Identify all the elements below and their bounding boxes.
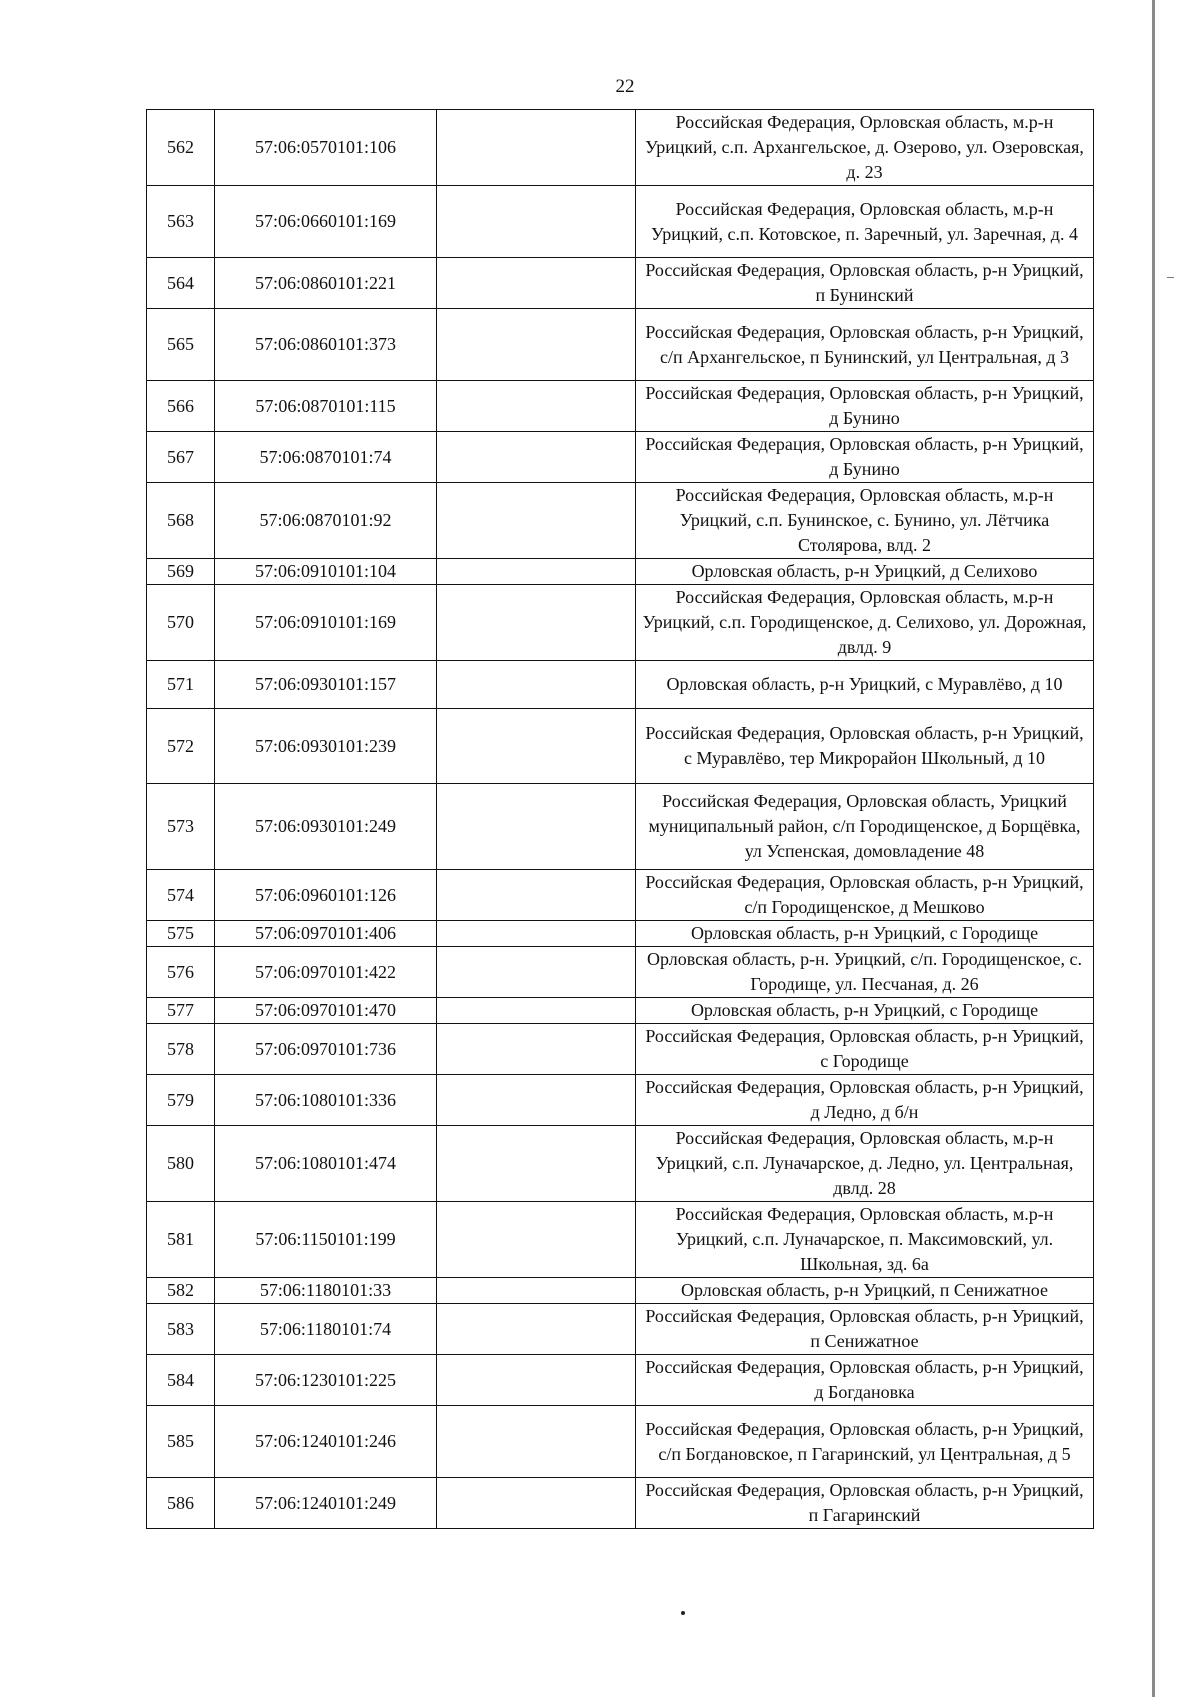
table-row <box>147 998 1094 1024</box>
note-cell <box>437 585 636 661</box>
address-cell: Российская Федерация, Орловская область, р-н Урицкий, с/п Архангельское, п Бунинский, ул Центральная, д 3 <box>636 309 1094 381</box>
note-cell <box>437 1355 636 1406</box>
row-number: 573 <box>147 784 215 870</box>
address-cell: Российская Федерация, Орловская область, м.р-н Урицкий, с.п. Бунинское, с. Бунино, ул. Лётчика Столярова, влд. 2 <box>636 483 1094 559</box>
table-row <box>147 432 1094 483</box>
row-number: 562 <box>147 110 215 186</box>
note-cell <box>437 483 636 559</box>
row-number: 563 <box>147 186 215 258</box>
table-row <box>147 870 1094 921</box>
address-cell: Российская Федерация, Орловская область, м.р-н Урицкий, с.п. Архангельское, д. Озерово, ул. Озеровская, д. 23 <box>636 110 1094 186</box>
row-number: 572 <box>147 709 215 784</box>
cadastral-number: 57:06:1080101:336 <box>215 1075 437 1126</box>
address-cell: Российская Федерация, Орловская область, р-н Урицкий, с Муравлёво, тер Микрорайон Школьный, д 10 <box>636 709 1094 784</box>
row-number: 567 <box>147 432 215 483</box>
cadastral-number: 57:06:0970101:470 <box>215 998 437 1024</box>
address-cell: Орловская область, р-н Урицкий, п Сенижатное <box>636 1278 1094 1304</box>
scan-speck <box>681 1611 685 1615</box>
table-row <box>147 1075 1094 1126</box>
note-cell <box>437 947 636 998</box>
registry-table-body <box>147 110 1094 1529</box>
cadastral-number: 57:06:0870101:74 <box>215 432 437 483</box>
row-number: 581 <box>147 1202 215 1278</box>
table-row <box>147 661 1094 709</box>
note-cell <box>437 309 636 381</box>
cadastral-number: 57:06:1240101:249 <box>215 1478 437 1529</box>
note-cell <box>437 661 636 709</box>
row-number: 586 <box>147 1478 215 1529</box>
cadastral-number: 57:06:1180101:33 <box>215 1278 437 1304</box>
row-number: 583 <box>147 1304 215 1355</box>
address-cell: Российская Федерация, Орловская область, р-н Урицкий, с Городище <box>636 1024 1094 1075</box>
row-number: 576 <box>147 947 215 998</box>
cadastral-number: 57:06:0960101:126 <box>215 870 437 921</box>
address-cell: Российская Федерация, Орловская область, м.р-н Урицкий, с.п. Котовское, п. Заречный, ул. Заречная, д. 4 <box>636 186 1094 258</box>
address-cell: Российская Федерация, Орловская область, р-н Урицкий, д Богдановка <box>636 1355 1094 1406</box>
table-row <box>147 1304 1094 1355</box>
address-cell: Российская Федерация, Орловская область, р-н Урицкий, д Бунино <box>636 381 1094 432</box>
table-row <box>147 1278 1094 1304</box>
address-cell: Орловская область, р-н Урицкий, с Муравлёво, д 10 <box>636 661 1094 709</box>
address-cell: Российская Федерация, Орловская область, м.р-н Урицкий, с.п. Луначарское, п. Максимовский, ул. Школьная, зд. 6а <box>636 1202 1094 1278</box>
note-cell <box>437 1304 636 1355</box>
row-number: 568 <box>147 483 215 559</box>
note-cell <box>437 258 636 309</box>
address-cell: Российская Федерация, Орловская область, м.р-н Урицкий, с.п. Городищенское, д. Селихово, ул. Дорожная, двлд. 9 <box>636 585 1094 661</box>
table-row <box>147 709 1094 784</box>
row-number: 582 <box>147 1278 215 1304</box>
cadastral-number: 57:06:0910101:169 <box>215 585 437 661</box>
row-number: 574 <box>147 870 215 921</box>
table-row <box>147 258 1094 309</box>
note-cell <box>437 998 636 1024</box>
table-row <box>147 559 1094 585</box>
cadastral-number: 57:06:0970101:406 <box>215 921 437 947</box>
table-row <box>147 1202 1094 1278</box>
note-cell <box>437 1075 636 1126</box>
note-cell <box>437 870 636 921</box>
cadastral-number: 57:06:1180101:74 <box>215 1304 437 1355</box>
row-number: 565 <box>147 309 215 381</box>
cadastral-number: 57:06:0970101:736 <box>215 1024 437 1075</box>
row-number: 566 <box>147 381 215 432</box>
address-cell: Российская Федерация, Орловская область, р-н Урицкий, д Ледно, д б/н <box>636 1075 1094 1126</box>
cadastral-number: 57:06:1080101:474 <box>215 1126 437 1202</box>
cadastral-number: 57:06:0860101:221 <box>215 258 437 309</box>
note-cell <box>437 1126 636 1202</box>
note-cell <box>437 432 636 483</box>
cadastral-number: 57:06:0930101:239 <box>215 709 437 784</box>
note-cell <box>437 1406 636 1478</box>
table-row <box>147 186 1094 258</box>
cadastral-number: 57:06:0970101:422 <box>215 947 437 998</box>
note-cell <box>437 921 636 947</box>
cadastral-number: 57:06:1150101:199 <box>215 1202 437 1278</box>
address-cell: Орловская область, р-н Урицкий, с Городище <box>636 998 1094 1024</box>
table-row <box>147 1024 1094 1075</box>
note-cell <box>437 709 636 784</box>
address-cell: Российская Федерация, Орловская область, р-н Урицкий, с/п Городищенское, д Мешково <box>636 870 1094 921</box>
address-cell: Российская Федерация, Орловская область, Урицкий муниципальный район, с/п Городищенское, д Борщёвка, ул Успенская, домовладение 48 <box>636 784 1094 870</box>
cadastral-number: 57:06:0860101:373 <box>215 309 437 381</box>
address-cell: Орловская область, р-н Урицкий, с Городище <box>636 921 1094 947</box>
address-cell: Российская Федерация, Орловская область, р-н Урицкий, д Бунино <box>636 432 1094 483</box>
table-row <box>147 483 1094 559</box>
row-number: 577 <box>147 998 215 1024</box>
row-number: 580 <box>147 1126 215 1202</box>
address-cell: Российская Федерация, Орловская область, м.р-н Урицкий, с.п. Луначарское, д. Ледно, ул. Центральная, двлд. 28 <box>636 1126 1094 1202</box>
table-row <box>147 309 1094 381</box>
table-row <box>147 921 1094 947</box>
table-row <box>147 381 1094 432</box>
row-number: 564 <box>147 258 215 309</box>
cadastral-number: 57:06:0930101:249 <box>215 784 437 870</box>
note-cell <box>437 1202 636 1278</box>
scan-edge-line <box>1152 0 1155 1697</box>
table-row <box>147 784 1094 870</box>
table-row <box>147 1355 1094 1406</box>
table-row <box>147 1406 1094 1478</box>
address-cell: Российская Федерация, Орловская область, р-н Урицкий, п Бунинский <box>636 258 1094 309</box>
table-row <box>147 1126 1094 1202</box>
registry-table <box>146 109 1094 1529</box>
scan-mark <box>1167 277 1174 278</box>
note-cell <box>437 186 636 258</box>
row-number: 569 <box>147 559 215 585</box>
cadastral-number: 57:06:0870101:115 <box>215 381 437 432</box>
address-cell: Российская Федерация, Орловская область, р-н Урицкий, п Сенижатное <box>636 1304 1094 1355</box>
row-number: 571 <box>147 661 215 709</box>
note-cell <box>437 1278 636 1304</box>
row-number: 579 <box>147 1075 215 1126</box>
table-row <box>147 1478 1094 1529</box>
note-cell <box>437 559 636 585</box>
table-row <box>147 585 1094 661</box>
note-cell <box>437 784 636 870</box>
cadastral-number: 57:06:1240101:246 <box>215 1406 437 1478</box>
note-cell <box>437 110 636 186</box>
cadastral-number: 57:06:0910101:104 <box>215 559 437 585</box>
cadastral-number: 57:06:0570101:106 <box>215 110 437 186</box>
table-row <box>147 110 1094 186</box>
address-cell: Российская Федерация, Орловская область, р-н Урицкий, п Гагаринский <box>636 1478 1094 1529</box>
cadastral-number: 57:06:0930101:157 <box>215 661 437 709</box>
note-cell <box>437 381 636 432</box>
cadastral-number: 57:06:0870101:92 <box>215 483 437 559</box>
note-cell <box>437 1478 636 1529</box>
address-cell: Российская Федерация, Орловская область, р-н Урицкий, с/п Богдановское, п Гагаринский, ул Центральная, д 5 <box>636 1406 1094 1478</box>
row-number: 570 <box>147 585 215 661</box>
address-cell: Орловская область, р-н Урицкий, д Селихово <box>636 559 1094 585</box>
note-cell <box>437 1024 636 1075</box>
table-row <box>147 947 1094 998</box>
cadastral-number: 57:06:1230101:225 <box>215 1355 437 1406</box>
row-number: 585 <box>147 1406 215 1478</box>
address-cell: Орловская область, р-н. Урицкий, с/п. Городищенское, с. Городище, ул. Песчаная, д. 26 <box>636 947 1094 998</box>
page-number: 22 <box>615 76 635 97</box>
row-number: 575 <box>147 921 215 947</box>
row-number: 584 <box>147 1355 215 1406</box>
row-number: 578 <box>147 1024 215 1075</box>
cadastral-number: 57:06:0660101:169 <box>215 186 437 258</box>
